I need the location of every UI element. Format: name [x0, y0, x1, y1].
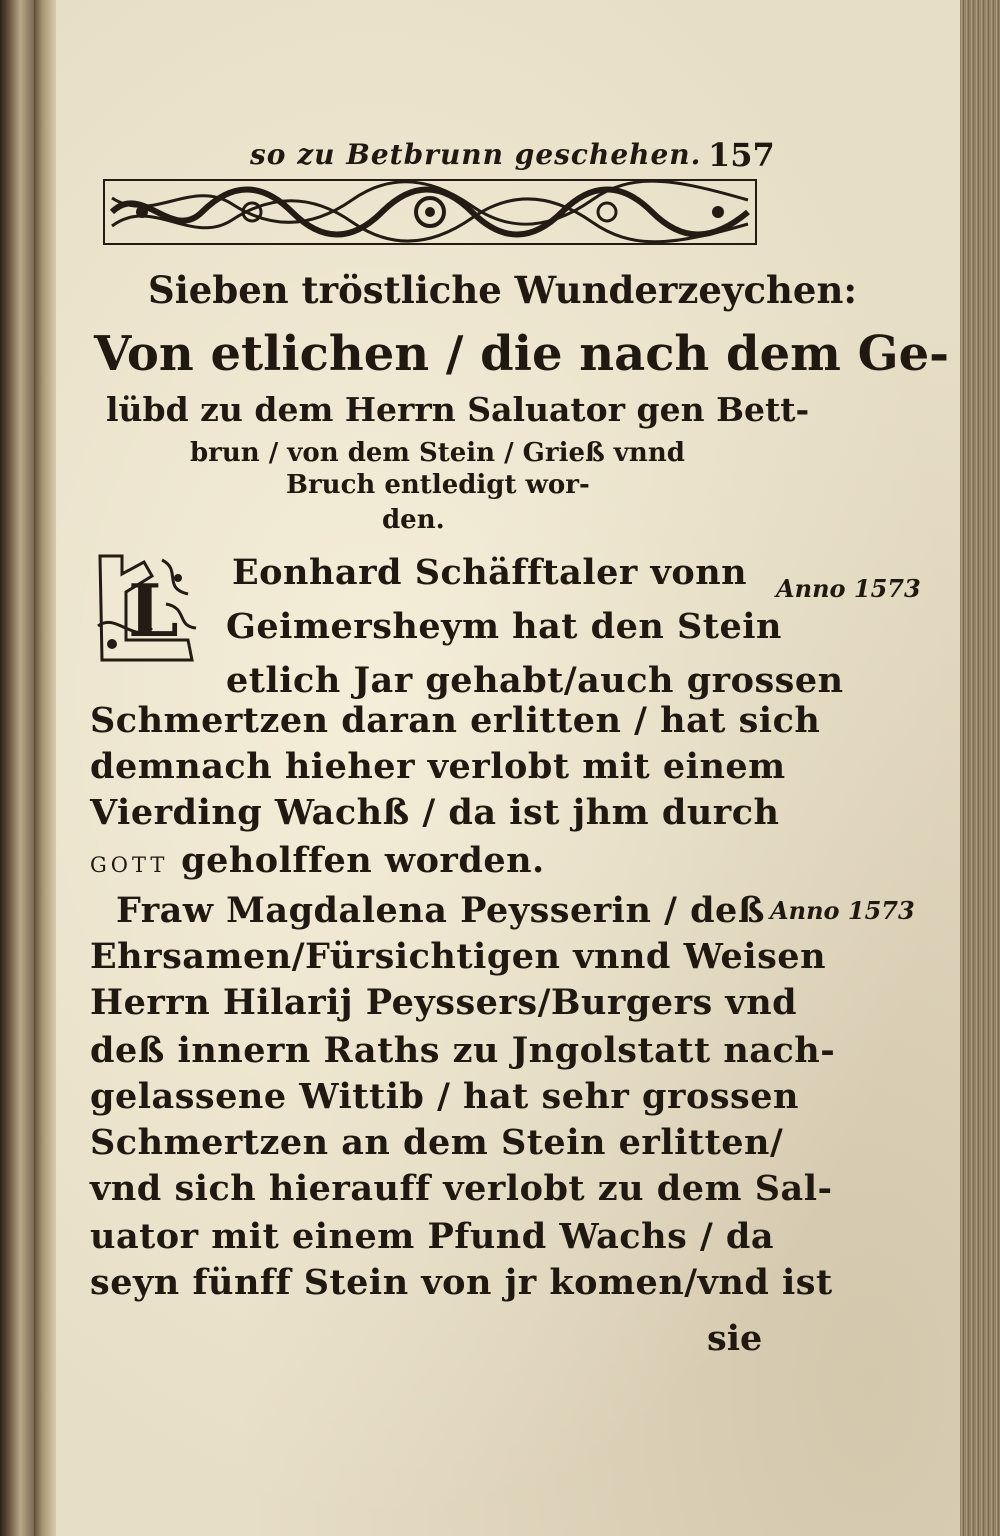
body-line-12: gelassene Wittib / hat sehr grossen	[90, 1076, 799, 1117]
body-line-6: Vierding Wachß / da ist jhm durch	[90, 792, 780, 833]
body-line-5: demnach hieher verlobt mit einem	[90, 746, 786, 787]
body-line-15: uator mit einem Pfund Wachs / da	[90, 1216, 775, 1257]
body-line-1: Eonhard Schäfftaler vonn	[232, 552, 748, 593]
page-number: 157	[708, 136, 775, 174]
heading-line-4: brun / von dem Stein / Grieß vnnd	[190, 438, 685, 468]
heading-line-1: Sieben tröstliche Wunderzeychen:	[148, 268, 857, 312]
body-line-8: Fraw Magdalena Peysserin / deß	[116, 890, 765, 931]
body-line-11: deß innern Raths zu Jngolstatt nach-	[90, 1030, 836, 1071]
margin-note-1: Anno 1573	[776, 574, 921, 603]
initial-letter: L	[128, 568, 179, 653]
catchword: sie	[707, 1318, 763, 1359]
heading-line-6: den.	[382, 505, 445, 535]
body-line-16: seyn fünff Stein von jr komen/vnd ist	[90, 1262, 833, 1303]
decorated-initial	[92, 548, 202, 666]
body-line-4: Schmertzen daran erlitten / hat sich	[90, 700, 821, 741]
body-line-14: vnd sich hierauff verlobt zu dem Sal-	[90, 1168, 833, 1209]
body-line-10: Herrn Hilarij Peyssers/Burgers vnd	[90, 982, 798, 1023]
heading-line-3: lübd zu dem Herrn Saluator gen Bett-	[106, 390, 810, 429]
heading-line-2: Von etlichen / die nach dem Ge-	[94, 326, 950, 382]
book-binding	[0, 0, 34, 1536]
body-line-9: Ehrsamen/Fürsichtigen vnnd Weisen	[90, 936, 827, 977]
body-line-2: Geimersheym hat den Stein	[226, 606, 782, 647]
page-edges	[960, 0, 1000, 1536]
margin-note-2: Anno 1573	[770, 896, 915, 925]
running-head: so zu Betbrunn geschehen.	[250, 138, 702, 171]
heading-line-5: Bruch entledigt wor-	[286, 470, 590, 500]
gott-word: GOTT	[90, 853, 169, 877]
body-line-7-text: geholffen worden.	[181, 840, 545, 881]
page-gutter	[34, 0, 56, 1536]
body-line-7	[90, 840, 545, 881]
body-line-13: Schmertzen an dem Stein erlitten/	[90, 1122, 784, 1163]
body-line-3: etlich Jar gehabt/auch grossen	[226, 660, 844, 701]
ornament-band	[102, 176, 758, 248]
